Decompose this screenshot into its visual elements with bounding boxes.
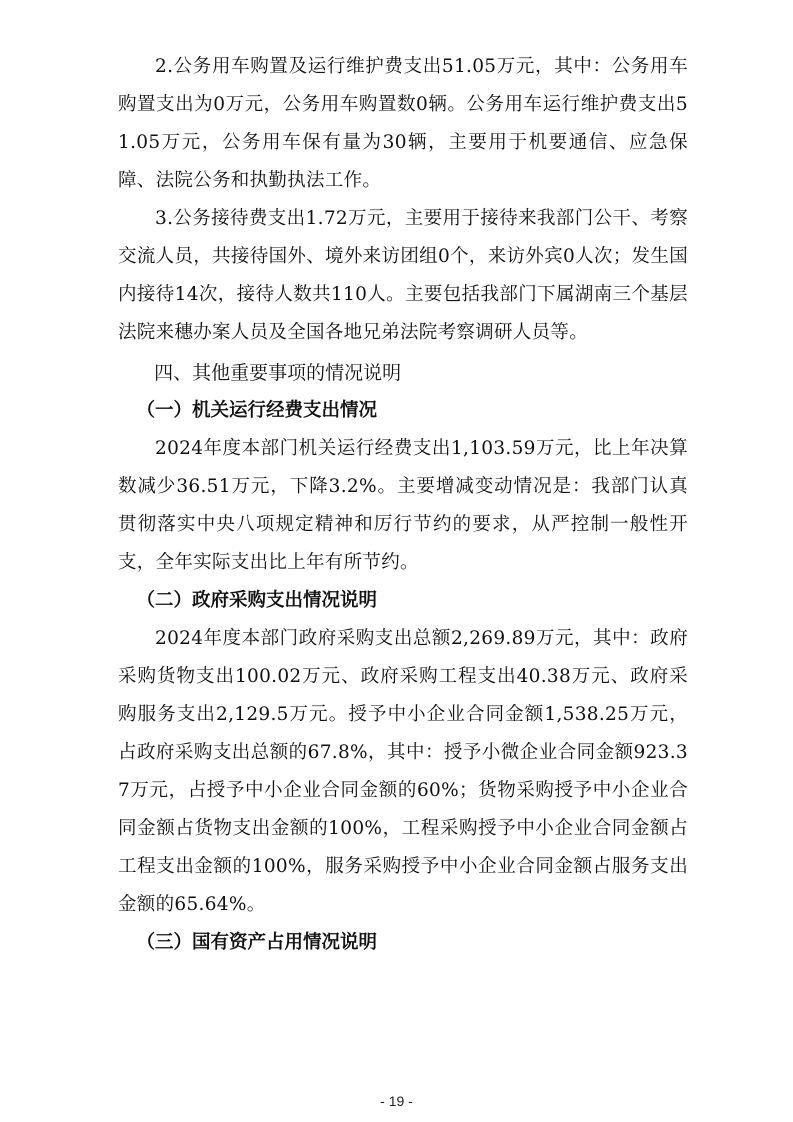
paragraph-reception-expenses: 3.公务接待费支出1.72万元，主要用于接待来我部门公干、考察交流人员，共接待国外、境外来访团组0个，来访外宾0人次；发生国内接待14次，接待人数共110人。主要包括我部门下属湖南三个基层法院来穗办案人员及全国各地兄弟法院考察调研人员等。 xyxy=(118,208,688,343)
paragraph-government-procurement: 2024年度本部门政府采购支出总额2,269.89万元，其中：政府采购货物支出100.02万元、政府采购工程支出40.38万元、政府采购服务支出2,129.5万元。授予中小企业合同金额1,538.25万元，占政府采购支出总额的67.8%，其中：授予小微企业合同金额923.37万元，占授予中小企业合同金额的60%；货物采购授予中小企业合同金额占货物支出金额的100%，工程采购授予中小企业合同金额占工程支出金额的100%，服务采购授予中小企业合同金额占服务支出金额的65.64%。 xyxy=(118,628,688,915)
paragraph-operating-expenses: 2024年度本部门机关运行经费支出1,103.59万元，比上年决算数减少36.51万元，下降3.2%。主要增减变动情况是：我部门认真贯彻落实中央八项规定精神和厉行节约的要求，从严控制一般性开支，全年实际支出比上年有所节约。 xyxy=(118,438,688,573)
document-body xyxy=(118,48,688,962)
subheading-government-procurement: （二）政府采购支出情况说明 xyxy=(136,590,378,611)
paragraph-vehicle-expenses: 2.公务用车购置及运行维护费支出51.05万元，其中：公务用车购置支出为0万元，公务用车购置数0辆。公务用车运行维护费支出51.05万元，公务用车保有量为30辆，主要用于机要通信、应急保障、法院公务和执勤执法工作。 xyxy=(118,56,688,191)
subheading-state-assets: （三）国有资产占用情况说明 xyxy=(136,932,378,953)
subheading-operating-expenses: （一）机关运行经费支出情况 xyxy=(136,400,378,421)
section-heading-other-matters: 四、其他重要事项的情况说明 xyxy=(154,362,402,384)
page-number: - 19 - xyxy=(380,1093,413,1109)
